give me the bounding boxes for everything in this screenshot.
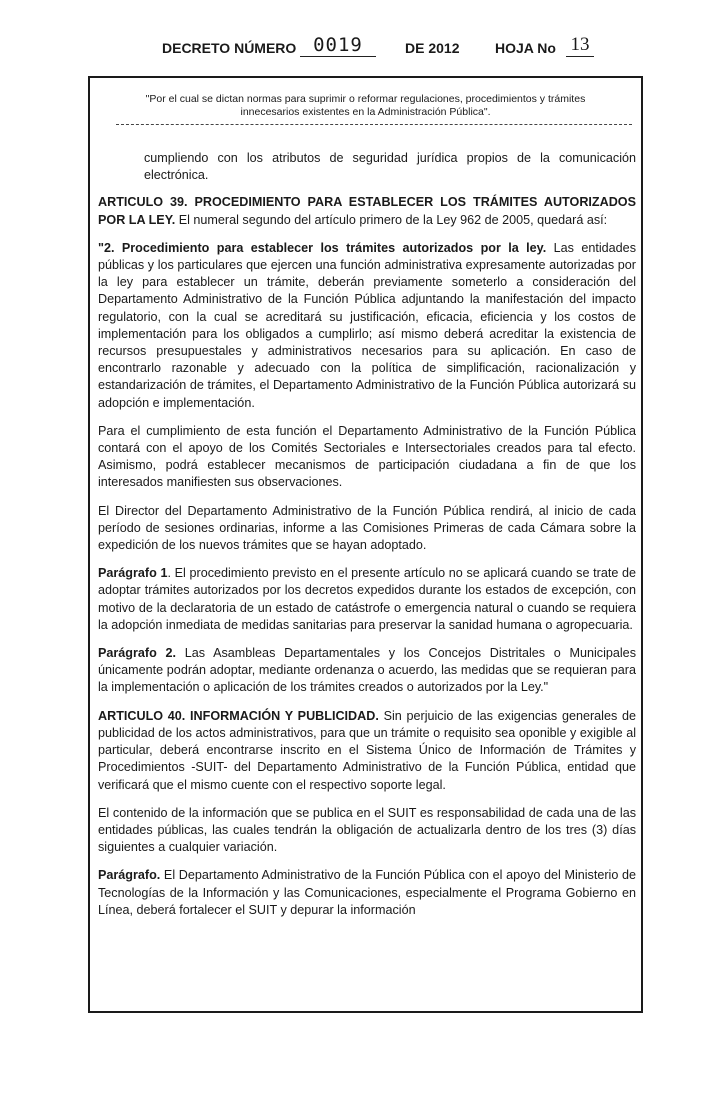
numeral-2-text: Las entidades públicas y los particulares que ejercen una función administrativa expresamente autorizadas por la ley para establecer un trámite, deberán previamente someterlo a consideración del Departamento Administrativo de la Función Pública adjuntando la manifestación del impacto regulatorio, con la cual se acreditará su justificación, eficacia, eficiencia y los costos de implementación para los obligados a cumplirlo; así mismo deberá acreditar la existencia de recursos presupuestales y administrativos necesarios para su aplicación. En caso de encontrarlo razonable y adecuado con la política de simplificación, racionalización y estandarización de trámites, el Departamento Administrativo de la Función Pública autorizará su adopción e implementación.: [98, 240, 636, 410]
continuation-paragraph: cumpliendo con los atributos de seguridad jurídica propios de la comunicación electrónica.: [144, 151, 636, 183]
article-39-text: El numeral segundo del artículo primero de la Ley 962 de 2005, quedará así:: [175, 212, 608, 227]
article-40-heading: ARTICULO 40. INFORMACIÓN Y PUBLICIDAD.: [98, 708, 379, 723]
decreto-number: 0019: [300, 34, 376, 57]
hoja-number: 13: [566, 34, 594, 57]
paragraph-cumplimiento: Para el cumplimiento de esta función el Departamento Administrativo de la Función Pública contará con el apoyo de los Comités Sectoriales e Intersectoriales creados para tal efecto. Asimismo, podrá establecer mecanismos de participación ciudadana a fin de que los interesados manifiesten sus observaciones.: [98, 423, 636, 490]
paragrafo-final: [98, 867, 636, 919]
article-39-heading: ARTICULO 39. PROCEDIMIENTO PARA ESTABLECER LOS TRÁMITES AUTORIZADOS POR LA LEY.: [98, 195, 636, 227]
paragrafo-1-text: . El procedimiento previsto en el presente artículo no se aplicará cuando se trate de adoptar trámites autorizados por los decretos expedidos durante los estados de excepción, con motivo de la declaratoria de un estado de catástrofe o emergencia natural o cuando se requiera la adopción inmediata de medidas sanitarias para preservar la sanidad humana o agropecuaria.: [98, 566, 636, 632]
hoja-label: HOJA No: [495, 40, 556, 56]
paragrafo-final-text: El Departamento Administrativo de la Función Pública con el apoyo del Ministerio de Tecnologías de la Información y las Comunicaciones, especialmente el Programa Gobierno en Línea, deberá fortalecer el SUIT y depurar la información: [98, 868, 636, 917]
frame-bottom-rule: [88, 1011, 643, 1013]
numeral-2-heading: "2. Procedimiento para establecer los trámites autorizados por la ley.: [98, 240, 547, 255]
paragrafo-1: [98, 565, 636, 634]
epigraph: [98, 93, 633, 119]
paragrafo-2: [98, 645, 636, 697]
article-39: [98, 194, 636, 228]
paragrafo-2-heading: Parágrafo 2.: [98, 646, 177, 661]
paragrafo-final-heading: Parágrafo.: [98, 868, 161, 883]
article-40: [98, 708, 636, 794]
decreto-year: DE 2012: [405, 40, 460, 56]
paragrafo-1-heading: Parágrafo 1: [98, 566, 168, 581]
decreto-label: DECRETO NÚMERO: [162, 40, 297, 56]
epigraph-line-2: innecesarios existentes en la Administración Pública".: [240, 106, 491, 118]
article-40-text: Sin perjuicio de las exigencias generales de publicidad de los actos administrativos, para que un trámite o requisito sea oponible y exigible al particular, deberá encontrarse inscrito en el Sistema Único de Información de Trámites y Procedimientos -SUIT- del Departamento Administrativo de la Función Pública, entidad que verificará que el mismo cuente con el respectivo soporte legal.: [98, 708, 636, 792]
paragraph-suit: El contenido de la información que se publica en el SUIT es responsabilidad de cada una de las entidades públicas, las cuales tendrán la obligación de actualizarla dentro de los tres (3) días siguientes a cualquier variación.: [98, 805, 636, 855]
dashed-separator: [116, 124, 632, 126]
paragraph-director: El Director del Departamento Administrativo de la Función Pública rendirá, al inicio de cada período de sesiones ordinarias, informe a las Comisiones Primeras de cada Cámara sobre la expedición de los nuevos trámites que se hayan adoptado.: [98, 503, 636, 553]
page-header: [0, 36, 728, 70]
epigraph-line-1: "Por el cual se dictan normas para suprimir o reformar regulaciones, procedimientos y trámites: [145, 93, 586, 105]
paragrafo-2-text: Las Asambleas Departamentales y los Concejos Distritales o Municipales únicamente podrán adoptar, mediante ordenanza o acuerdo, las medidas que se requieran para la implementación o aplicación de los trámites creados o autorizados por la Ley.": [98, 646, 636, 695]
numeral-2: [98, 240, 636, 412]
document-body: [98, 150, 636, 930]
